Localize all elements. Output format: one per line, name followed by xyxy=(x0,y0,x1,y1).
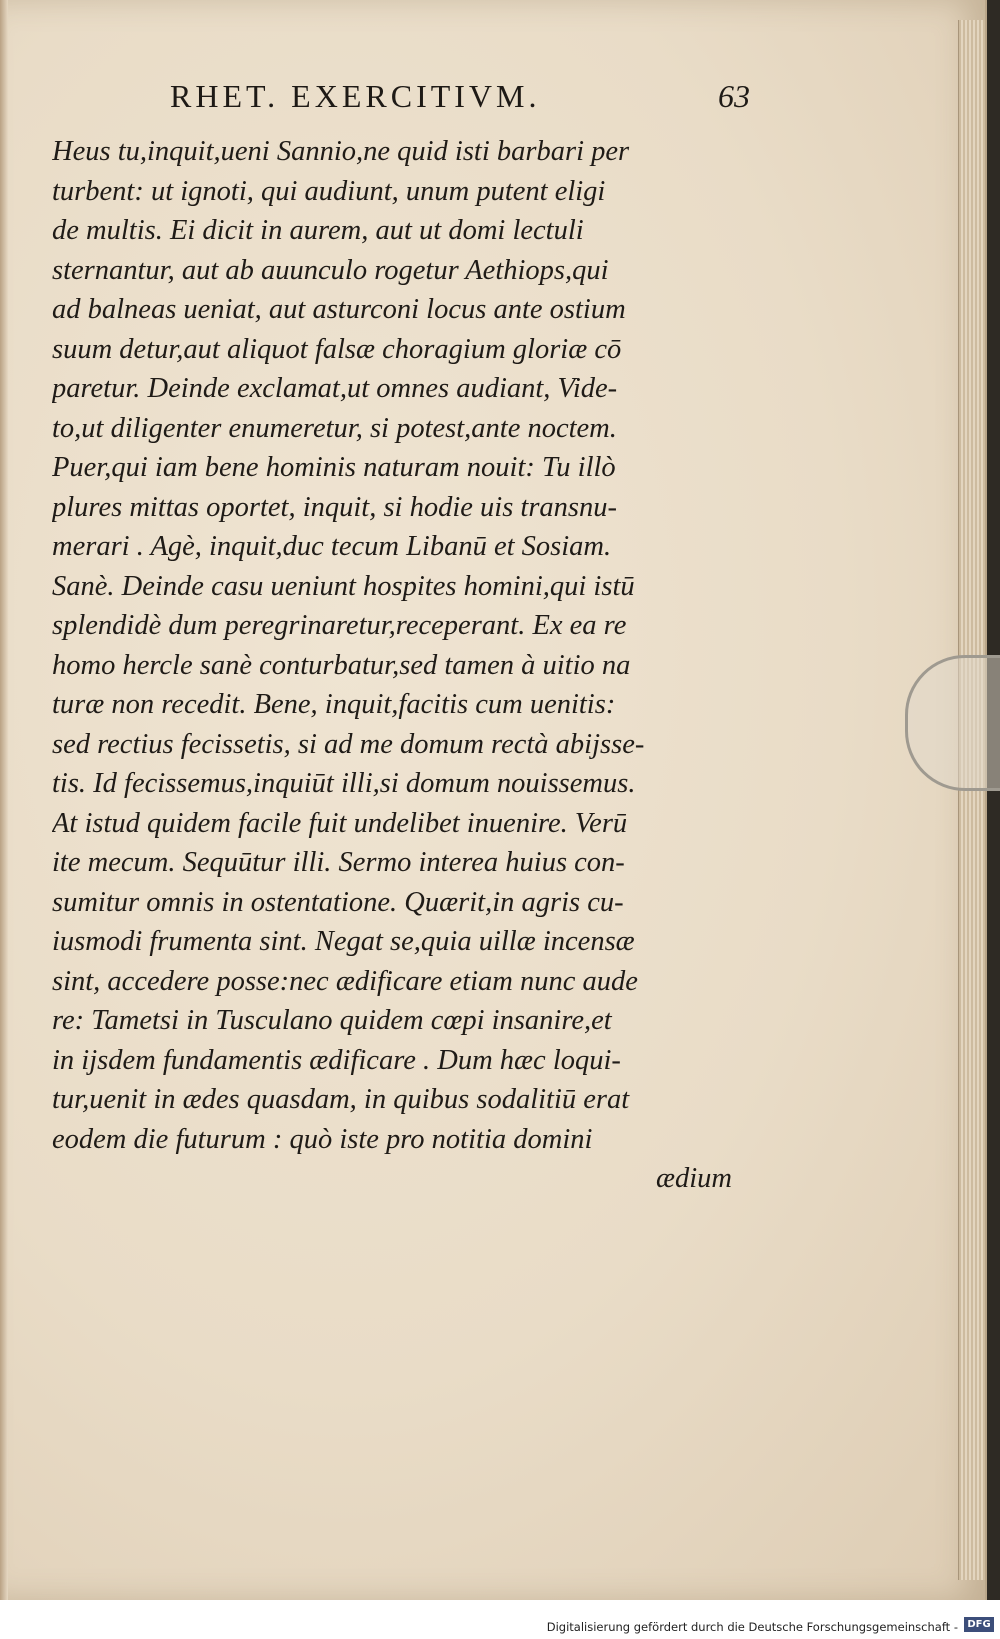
running-title: RHET. EXERCITIVM. xyxy=(170,78,541,114)
page-clip-tab xyxy=(905,655,1000,791)
body-text xyxy=(52,132,732,1199)
text-line: sternantur, aut ab auunculo rogetur Aethiops,qui xyxy=(52,254,609,286)
text-line: Heus tu,inquit,ueni Sannio,ne quid isti barbari per xyxy=(52,136,630,167)
text-line: turbent: ut ignoti, qui audiunt, unum putent eligi xyxy=(52,175,606,207)
text-line: plures mittas oportet, inquit, si hodie uis transnu- xyxy=(52,491,618,523)
text-line: tis. Id fecissemus,inquiūt illi,si domum nouissemus. xyxy=(52,768,636,799)
catchword: ædium xyxy=(655,1163,732,1194)
text-line: eodem die futurum : quò iste pro notitia domini xyxy=(52,1123,593,1155)
text-line: At istud quidem facile fuit undelibet inuenire. Verū xyxy=(52,807,628,839)
text-line: ad balneas ueniat, aut asturconi locus ante ostium xyxy=(52,294,626,325)
text-line: to,ut diligenter enumeretur, si potest,ante noctem. xyxy=(52,412,617,444)
text-line: suum detur,aut aliquot falsæ choragium gloriæ cō xyxy=(52,333,622,365)
text-line: merari . Agè, inquit,duc tecum Libanū et Sosiam. xyxy=(52,531,612,562)
folio-number: 63 xyxy=(718,78,750,114)
text-line: re: Tametsi in Tusculano quidem cœpi insanire,et xyxy=(52,1005,612,1036)
text-line: ite mecum. Sequūtur illi. Sermo interea huius con- xyxy=(52,847,625,878)
running-header xyxy=(150,78,750,122)
page-edges xyxy=(958,20,985,1580)
text-line: Puer,qui iam bene hominis naturam nouit: Tu illò xyxy=(52,452,616,483)
text-line: splendidè dum peregrinaretur,receperant. Ex ea re xyxy=(52,610,627,641)
text-line: sed rectius fecissetis, si ad me domum rectà abijsse- xyxy=(52,728,645,760)
funding-credit: Digitalisierung gefördert durch die Deutsche Forschungsgemeinschaft - xyxy=(546,1620,958,1634)
text-line: Sanè. Deinde casu ueniunt hospites homini,qui istū xyxy=(52,570,635,602)
text-line: sint, accedere posse:nec ædificare etiam nunc aude xyxy=(52,965,638,997)
dfg-logo-icon: DFG xyxy=(964,1617,994,1632)
page-gutter-shadow xyxy=(0,0,8,1600)
text-line: sumitur omnis in ostentatione. Quærit,in agris cu- xyxy=(52,886,624,918)
text-line: tur,uenit in ædes quasdam, in quibus sodalitiū erat xyxy=(52,1084,630,1115)
text-line: de multis. Ei dicit in aurem, aut ut domi lectuli xyxy=(52,215,584,246)
text-line: turæ non recedit. Bene, inquit,facitis cum uenitis: xyxy=(52,689,616,720)
text-line: paretur. Deinde exclamat,ut omnes audiant, Vide- xyxy=(52,373,618,404)
digitization-footer xyxy=(0,1600,1000,1639)
text-line: homo hercle sanè conturbatur,sed tamen à uitio na xyxy=(52,649,631,681)
text-line: in ijsdem fundamentis ædificare . Dum hæc loqui- xyxy=(52,1044,621,1076)
text-line: iusmodi frumenta sint. Negat se,quia uillæ incensæ xyxy=(52,926,635,957)
